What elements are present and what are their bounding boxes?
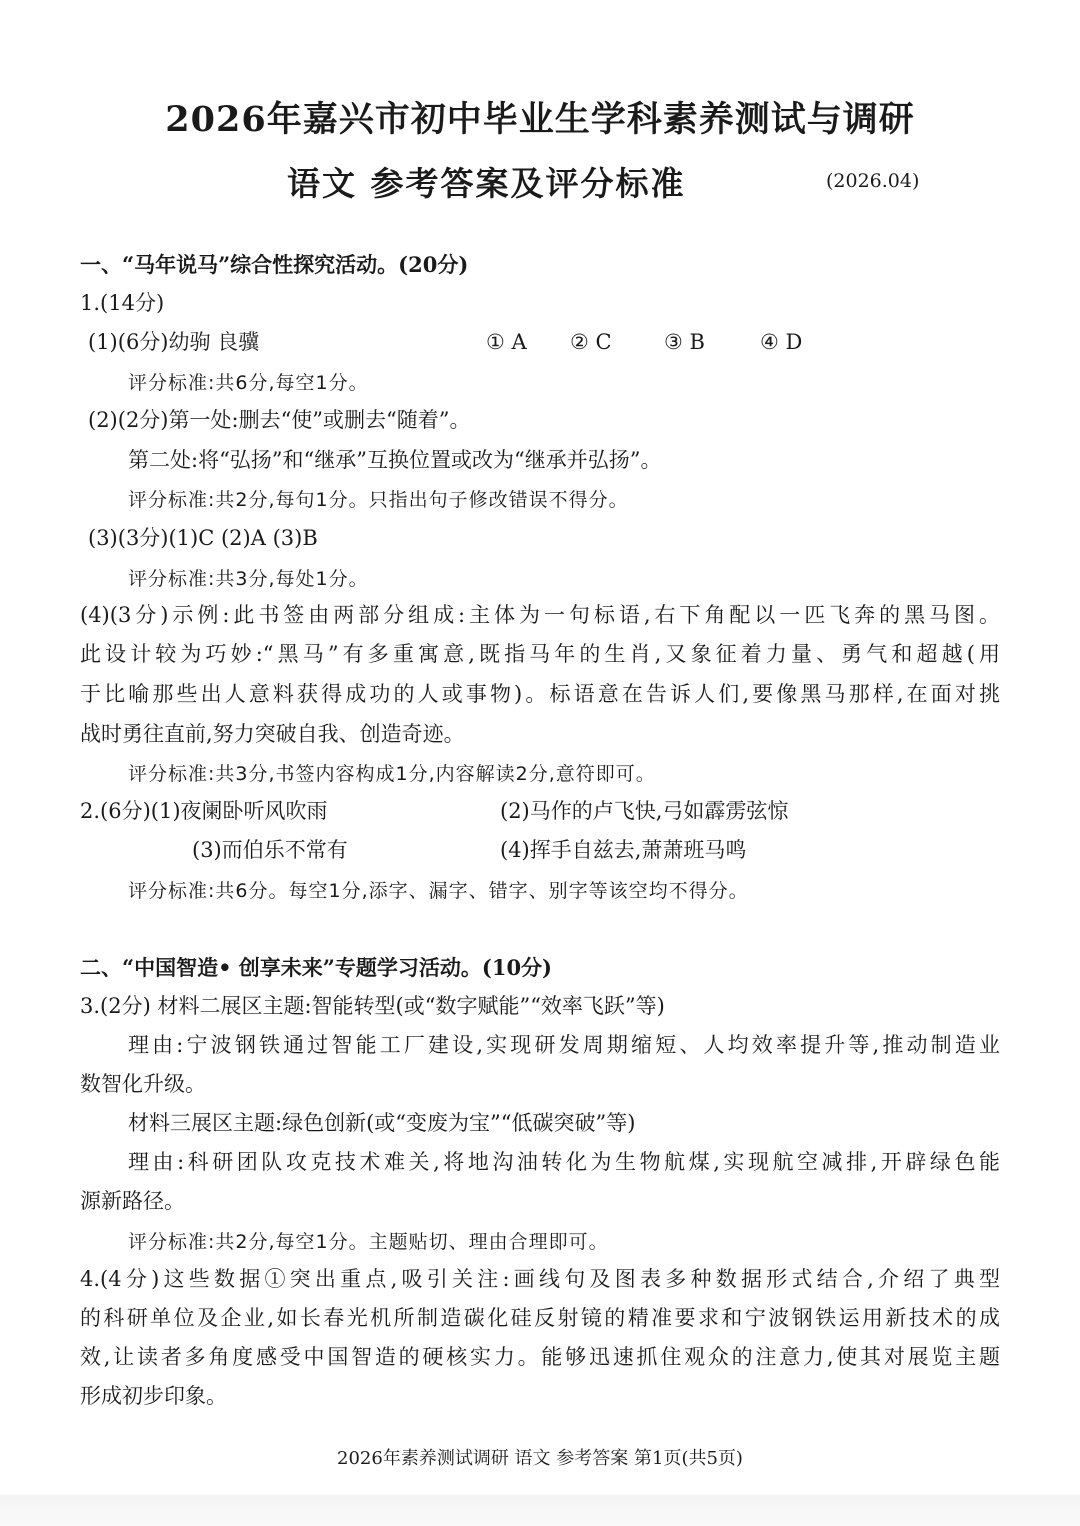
question-2-answer-1: 2.(6分)(1)夜阑卧听风吹雨 — [80, 799, 328, 823]
question-2-answer-2: (2)马作的卢飞快,弓如霹雳弦惊 — [500, 799, 789, 823]
q1-part4-answer-cont: 此设计较为巧妙:“黑马”有多重寓意,既指马年的生肖,又象征着力量、勇气和超越(用 — [80, 642, 1000, 666]
q1-part1-choice-1: ① A — [486, 330, 527, 354]
scan-bottom-edge — [0, 1495, 1080, 1526]
question-3-reason-2: 理由:科研团队攻克技术难关,将地沟油转化为生物航煤,实现航空减排,开辟绿色能 — [128, 1150, 1000, 1174]
q1-part4-answer-cont: 战时勇往直前,努力突破自我、创造奇迹。 — [80, 722, 465, 746]
question-2-answer-4: (4)挥手自兹去,萧萧班马鸣 — [500, 838, 747, 862]
question-4-answer-cont: 的科研单位及企业,如长春光机所制造碳化硅反射镜的精准要求和宁波钢铁运用新技术的成 — [80, 1306, 1000, 1330]
document-date: (2026.04) — [826, 170, 920, 192]
question-3-reason-1: 理由:宁波钢铁通过智能工厂建设,实现研发周期缩短、人均效率提升等,推动制造业 — [128, 1033, 1000, 1057]
question-4-answer-cont: 效,让读者多角度感受中国智造的硬核实力。能够迅速抓住观众的注意力,使其对展览主题 — [80, 1345, 1000, 1369]
q1-part4-answer: (4)(3分)示例:此书签由两部分组成:主体为一句标语,右下角配以一匹飞奔的黑马图。 — [80, 603, 1000, 627]
question-3-reason-2-cont: 源新路径。 — [80, 1189, 185, 1213]
q1-part2-answer: (2)(2分)第一处:删去“使”或删去“随着”。 — [88, 408, 471, 432]
q1-part1-choice-2: ② C — [570, 330, 612, 354]
page-footer: 2026年素养测试调研 语文 参考答案 第1页(共5页) — [337, 1448, 743, 1469]
question-3-answer-2: 材料三展区主题:绿色创新(或“变废为宝”“低碳突破”等) — [128, 1111, 636, 1135]
question-3-reason-1-cont: 数智化升级。 — [80, 1072, 206, 1096]
q1-part4-answer-cont: 于比喻那些出人意料获得成功的人或事物)。标语意在告诉人们,要像黑马那样,在面对挑 — [80, 682, 1000, 706]
q1-part1-scoring: 评分标准:共6分,每空1分。 — [128, 372, 369, 394]
section-heading-2: 二、“中国智造• 创享未来”专题学习活动。(10分) — [80, 955, 552, 980]
question-4-answer: 4.(4分)这些数据①突出重点,吸引关注:画线句及图表多种数据形式结合,介绍了典型 — [80, 1267, 1000, 1291]
q1-part1-answer: (1)(6分)幼驹 良骥 — [88, 330, 260, 354]
q1-part4-scoring: 评分标准:共3分,书签内容构成1分,内容解读2分,意符即可。 — [128, 763, 656, 785]
question-2-answer-3: (3)而伯乐不常有 — [192, 838, 348, 862]
q1-part2-answer-cont: 第二处:将“弘扬”和“继承”互换位置或改为“继承并弘扬”。 — [128, 448, 662, 472]
question-4-answer-cont: 形成初步印象。 — [80, 1384, 227, 1408]
document-title: 2026年嘉兴市初中毕业生学科素养测试与调研 — [165, 99, 915, 140]
question-1-heading: 1.(14分) — [80, 291, 165, 315]
q1-part1-choice-4: ④ D — [760, 330, 803, 354]
q1-part3-scoring: 评分标准:共3分,每处1分。 — [128, 568, 369, 590]
question-3-scoring: 评分标准:共2分,每空1分。主题贴切、理由合理即可。 — [128, 1231, 609, 1253]
q1-part3-answer: (3)(3分)(1)C (2)A (3)B — [88, 526, 318, 550]
document-subtitle: 语文 参考答案及评分标准 — [287, 164, 686, 203]
q1-part2-scoring: 评分标准:共2分,每句1分。只指出句子修改错误不得分。 — [128, 489, 629, 511]
section-heading-1: 一、“马年说马”综合性探究活动。(20分) — [80, 252, 469, 277]
q1-part1-choice-3: ③ B — [664, 330, 705, 354]
question-2-scoring: 评分标准:共6分。每空1分,添字、漏字、错字、别字等该空均不得分。 — [128, 880, 749, 902]
question-3-answer-1: 3.(2分) 材料二展区主题:智能转型(或“数字赋能”“效率飞跃”等) — [80, 994, 665, 1018]
